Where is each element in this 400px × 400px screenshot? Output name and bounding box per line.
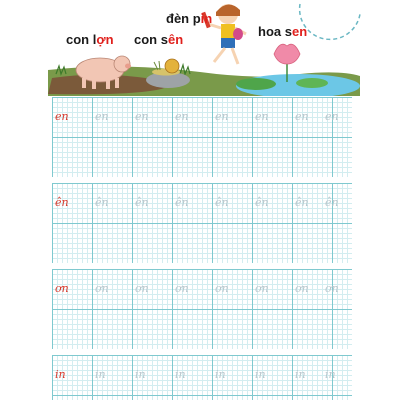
trace-letters: ên [255,196,269,209]
trace-letters: ên [135,196,149,209]
trace-letters: in [255,368,266,381]
trace-letters: in [325,368,336,381]
trace-letters: en [215,110,229,123]
trace-letters: in [215,368,226,381]
word-label-pig: con lợn [66,32,114,47]
trace-letters: ơn [325,282,339,295]
trace-letters: in [135,368,146,381]
trace-letters: ơn [95,282,109,295]
dashed-circle-decoration [300,4,360,39]
trace-letters: in [175,368,186,381]
trace-letters: in [95,368,106,381]
trace-letters: ên [215,196,229,209]
model-letters: en [55,110,69,123]
practice-letters-row-2 [53,196,352,210]
trace-letters: in [295,368,306,381]
word-label-flashlight: đèn pin [166,11,213,26]
trace-letters: ơn [135,282,149,295]
trace-letters: en [135,110,149,123]
model-letters: ên [55,196,69,209]
practice-grid-row-3 [52,269,352,349]
lotus-flower [274,44,300,64]
model-letters: ơn [55,282,69,295]
practice-grid-row-2 [52,183,352,263]
trace-letters: ơn [215,282,229,295]
trace-letters: ơn [175,282,189,295]
lily-pad [236,78,276,90]
trace-letters: ơn [295,282,309,295]
trace-letters: en [255,110,269,123]
model-letters: in [55,368,66,381]
trace-letters: en [95,110,109,123]
trace-letters: ên [175,196,189,209]
practice-letters-row-3 [53,282,352,296]
word-label-lotus: hoa sen [258,24,308,39]
lily-pad [296,78,328,88]
trace-letters: ên [325,196,339,209]
trace-letters: ên [295,196,309,209]
trace-letters: en [325,110,339,123]
practice-grid-row-4 [52,355,352,400]
trace-letters: ên [95,196,109,209]
trace-letters: ơn [255,282,269,295]
snail-illustration [152,59,180,76]
practice-grid-row-1 [52,97,352,177]
illustration-header [0,0,400,96]
practice-letters-row-4 [53,368,352,382]
practice-letters-row-1 [53,110,352,124]
trace-letters: en [295,110,309,123]
word-label-snail: con sên [134,32,184,47]
trace-letters: en [175,110,189,123]
